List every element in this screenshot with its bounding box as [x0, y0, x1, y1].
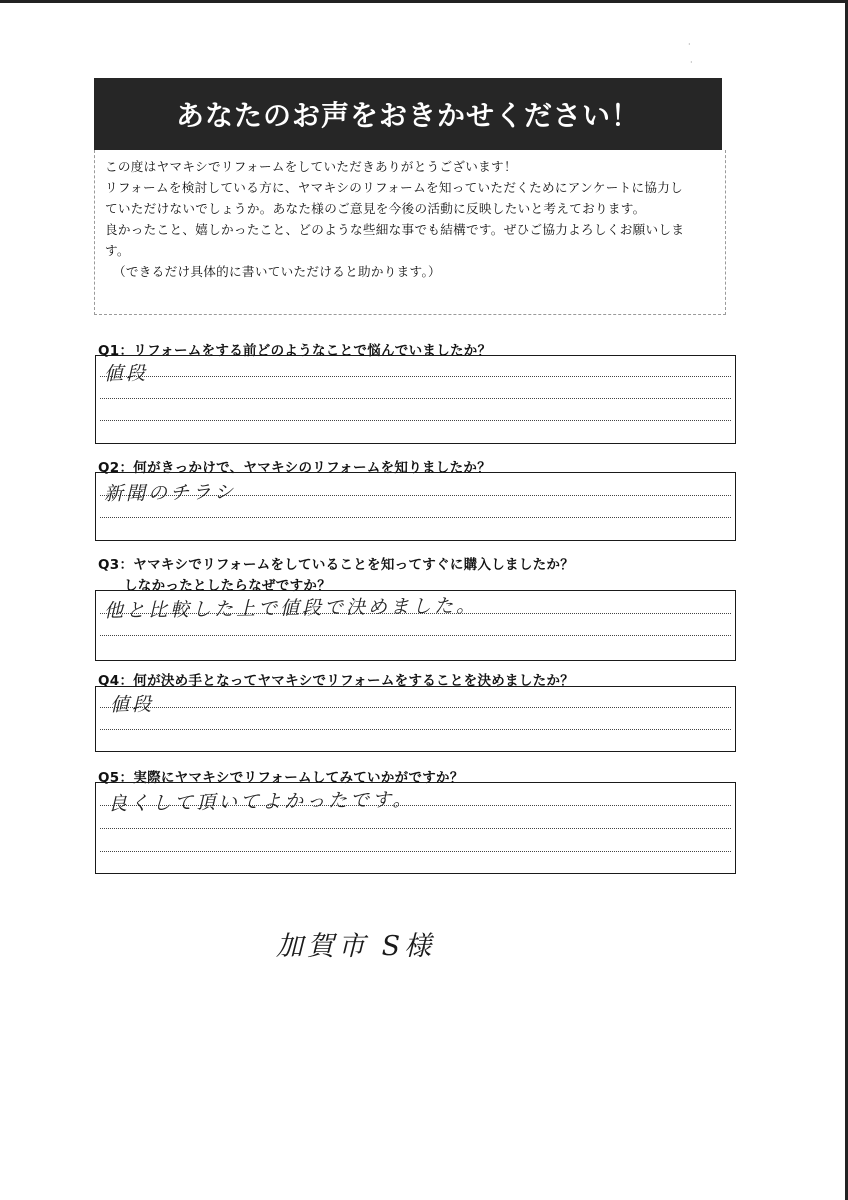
survey-title-banner	[94, 78, 722, 150]
intro-line: （できるだけ具体的に書いていただけると助かります。）	[113, 264, 441, 279]
question-3-label-line2: しなかったとしたらなぜですか？	[124, 578, 331, 594]
ruled-line	[100, 635, 731, 636]
intro-line: この度はヤマキシでリフォームをしていただきありがとうございます！	[105, 159, 517, 174]
question-2-answer-box	[95, 472, 736, 541]
ruled-line	[100, 851, 731, 852]
intro-line: リフォームを検討している方に、ヤマキシのリフォームを知っていただくためにアンケートに協力し	[105, 180, 684, 195]
ruled-line	[100, 707, 731, 708]
ruled-line	[100, 398, 731, 399]
ruled-line	[100, 420, 731, 421]
scan-speck: ·	[690, 58, 693, 67]
ruled-line	[100, 376, 731, 377]
question-3-answer-box	[95, 590, 736, 661]
intro-text-box	[94, 150, 726, 315]
question-5-label: Q5：実際にヤマキシでリフォームしてみていかがですか？	[98, 770, 464, 786]
question-3-label: Q3：ヤマキシでリフォームをしていることを知ってすぐに購入しましたか？	[98, 557, 575, 573]
question-2-answer: 新聞のチラシ	[103, 481, 237, 505]
scan-speck: ·	[688, 40, 691, 49]
question-1-answer: 値段	[103, 362, 149, 385]
question-1-label: Q1：リフォームをする前どのようなことで悩んでいましたか？	[98, 343, 492, 359]
question-2-label: Q2：何がきっかけで、ヤマキシのリフォームを知りましたか？	[98, 460, 491, 476]
ruled-line	[100, 517, 731, 518]
intro-line: す。	[105, 243, 130, 258]
ruled-line	[100, 828, 731, 829]
question-1-answer-box	[95, 355, 736, 444]
intro-line: ていただけないでしょうか。あなた様のご意見を今後の活動に反映したいと考えております。	[105, 201, 646, 216]
question-4-answer-box	[95, 686, 736, 752]
page-border-top	[0, 0, 848, 3]
survey-title: あなたのお声をおきかせください！	[175, 99, 640, 132]
question-3-answer: 他と比較した上で値段で決めました。	[103, 594, 479, 622]
question-4-answer: 値段	[109, 693, 155, 716]
question-5-answer-box	[95, 782, 736, 874]
ruled-line	[100, 729, 731, 730]
question-4-label: Q4：何が決め手となってヤマキシでリフォームをすることを決めましたか？	[98, 673, 575, 689]
respondent-signature: 加賀市 S様	[276, 931, 436, 962]
question-5-answer: 良くして頂いてよかったです。	[107, 788, 415, 815]
intro-line: 良かったこと、嬉しかったこと、どのような些細な事でも結構です。ぜひご協力よろしくお願いしま	[105, 222, 685, 237]
